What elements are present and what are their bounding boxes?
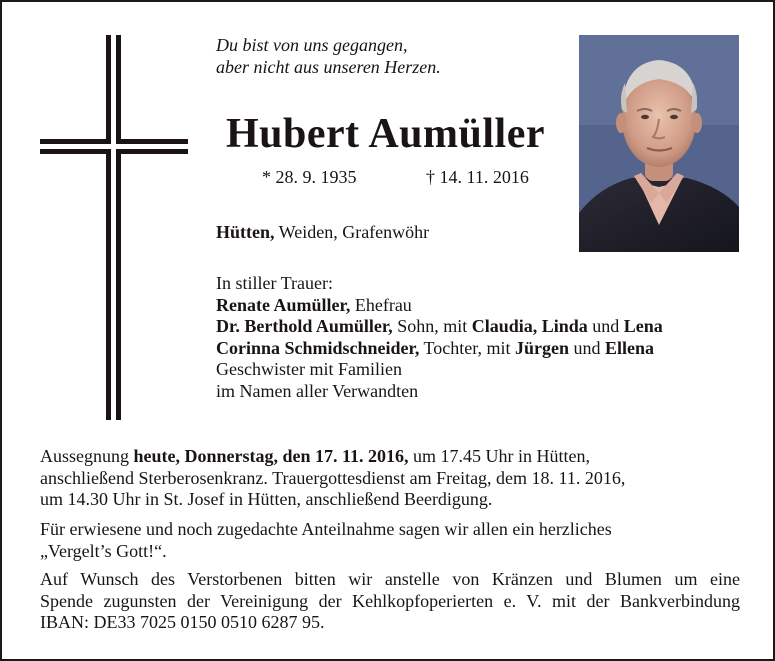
mourner-row — [216, 295, 663, 317]
grandchild-name: Claudia, — [471, 316, 538, 336]
thanks-paragraph — [40, 519, 740, 562]
mourners-intro: In stiller Trauer: — [216, 273, 333, 293]
conjunction: und — [569, 337, 606, 358]
donation-line: Spende zugunsten der Vereinigung der Kehlkopfoperierten e. V. mit der Bankverbindung — [40, 590, 740, 611]
funeral-date: heute, Donnerstag, den 17. 11. 2016, — [133, 446, 409, 466]
grandchild-name: Lena — [623, 316, 663, 336]
portrait-photo — [579, 35, 739, 252]
mourner-row — [216, 338, 663, 360]
funeral-line — [40, 446, 740, 468]
place-primary: Hütten, — [216, 222, 275, 242]
mourner-row — [216, 316, 663, 338]
grandchild-name: Linda — [541, 316, 588, 336]
death-date: † 14. 11. 2016 — [426, 167, 529, 187]
places — [216, 222, 429, 243]
deceased-name: Hubert Aumüller — [226, 111, 545, 157]
donation-line: Auf Wunsch des Verstorbenen bitten wir anstelle von Kränzen und Blumen um eine — [40, 569, 740, 589]
funeral-intro: Aussegnung — [40, 446, 134, 466]
birth-date: * 28. 9. 1935 — [262, 167, 357, 187]
mourner-name: Dr. Berthold Aumüller, — [216, 316, 393, 336]
thanks-line: „Vergelt’s Gott!“. — [40, 540, 167, 561]
mourner-name: Renate Aumüller, — [216, 294, 351, 315]
motto-line-2: aber nicht aus unseren Herzen. — [216, 57, 441, 77]
portrait-image — [579, 35, 739, 252]
mourner-role: Sohn, mit — [392, 316, 472, 336]
mourner-row: im Namen aller Verwandten — [216, 380, 419, 401]
conjunction: und — [587, 316, 624, 336]
donation-line: IBAN: DE33 7025 0150 0510 6287 95. — [40, 612, 325, 632]
grandchild-name: Ellena — [605, 337, 655, 358]
funeral-time: um 17.45 Uhr in Hütten, — [408, 446, 591, 466]
funeral-line: um 14.30 Uhr in St. Josef in Hütten, anschließend Beerdigung. — [40, 489, 493, 509]
mourner-role: Tochter, mit — [419, 337, 516, 358]
mourners-list — [216, 273, 663, 402]
thanks-line: Für erwiesene und noch zugedachte Anteilnahme sagen wir allen ein herzliches — [40, 519, 612, 539]
mourner-role: Ehefrau — [350, 294, 412, 315]
donation-paragraph — [40, 569, 740, 634]
motto — [216, 34, 441, 78]
funeral-line: anschließend Sterberosenkranz. Trauergottesdienst am Freitag, dem 18. 11. 2016, — [40, 467, 626, 488]
cross-icon — [40, 35, 188, 420]
funeral-details — [40, 446, 740, 511]
mourner-row: Geschwister mit Familien — [216, 359, 402, 379]
place-others: Weiden, Grafenwöhr — [274, 222, 430, 242]
grandchild-name: Jürgen — [515, 337, 570, 358]
motto-line-1: Du bist von uns gegangen, — [216, 35, 408, 55]
mourner-name: Corinna Schmidschneider, — [216, 337, 420, 358]
